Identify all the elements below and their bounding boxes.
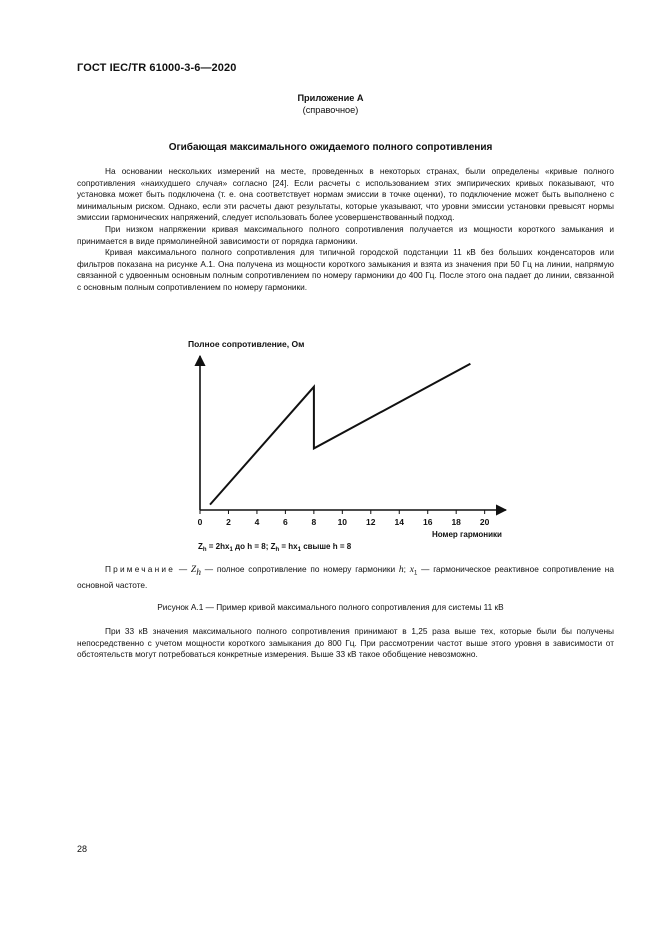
formula-sub-h1: h (202, 547, 207, 553)
note-sub-h: h (196, 567, 201, 578)
formula-sub-1a: 1 (229, 547, 233, 553)
x-tick-label: 6 (283, 517, 288, 527)
section-title: Огибающая максимального ожидаемого полного сопротивления (168, 142, 493, 153)
formula-eq2: = (279, 542, 289, 551)
page-number: 28 (77, 844, 88, 854)
formula-hx2: hx (288, 542, 298, 551)
annex-title: Приложение А (297, 93, 364, 103)
formula-sub-1b: 1 (297, 547, 301, 553)
formula-mid2: = 8; (252, 542, 271, 551)
x-tick-label: 10 (337, 517, 348, 527)
x-tick-label: 4 (254, 517, 260, 527)
x-tick-label: 18 (451, 517, 461, 527)
formula-z1: Z (198, 542, 203, 551)
x-tick-label: 16 (422, 517, 433, 527)
formula-eq1: = 2 (206, 542, 221, 551)
annex-heading (0, 92, 661, 116)
x-tick-label: 14 (394, 517, 404, 527)
formula-z2: Z (270, 542, 276, 551)
formula-h2: h (247, 542, 253, 551)
note-label: Примечание (105, 564, 176, 574)
x-tick-label: 0 (197, 517, 203, 527)
document-header: ГОСТ IEC/TR 61000-3-6—2020 (77, 62, 237, 74)
paragraph: Кривая максимального полного сопротивления для типичной городской подстанции 11 кВ без больших конденсаторов или фильтров показана на рисунке А.1. Она получена из мощности короткого замыкания и взята из значения при 50 Гц на линии, напрямую связанной с удвоенным основным полным сопротивлением по номеру гармоники до 400 Гц. После этого она падает до линии, связанной с основным полным сопротивлением по номеру гармоники. (77, 247, 614, 292)
formula-mid3: свыше (300, 542, 333, 551)
body-text-2 (77, 626, 614, 661)
impedance-formula (198, 542, 352, 553)
y-axis-label: Полное сопротивление, Ом (188, 339, 305, 349)
paragraph: При низком напряжении кривая максимального полного сопротивления получается из мощности короткого замыкания и принимается в виде прямолинейной зависимости от порядка гармоники. (77, 223, 614, 246)
impedance-curve (210, 364, 470, 505)
x-tick-label: 12 (366, 517, 376, 527)
x-tick-label: 20 (479, 517, 490, 527)
note-sep: ; (403, 564, 410, 574)
formula-end: = 8 (337, 542, 352, 551)
note-text2: — гармоническое реактивное сопротивление на основной частоте. (77, 564, 614, 591)
note-z: Z (190, 565, 197, 575)
x-ticks (198, 510, 490, 527)
figure-caption: Рисунок А.1 — Пример кривой максимального полного сопротивления для системы 11 кВ (157, 602, 504, 612)
impedance-chart (180, 332, 520, 554)
formula-h3: h (332, 542, 338, 551)
formula-hx1: hx (220, 542, 230, 551)
formula-sub-h2: h (275, 547, 280, 553)
paragraph: При 33 кВ значения максимального полного сопротивления принимают в 1,25 раза выше тех, которые были бы получены непосредственно с учетом мощности короткого замыкания до 800 Гц. При рассмотрении частот выше этого уровня в зависимости от обстоятельств могут потребоваться конкретные измерения. Выше 33 кВ такое обобщение невозможно. (77, 626, 614, 660)
paragraph: На основании нескольких измерений на месте, проведенных в некоторых странах, были определены «кривые полного сопротивления «наихудшего случая» согласно [24]. Если расчеты с использованием этих эмпирических кривых показывают, что установка может быть подключена (т. е. она соответствует нормам эмиссии в точке оценки), то подключение может быть выполнено с минимальным риском. Однако, если эти расчеты дают результаты, которые указывают, что уровни эмиссии установки превысят нормы эмиссии гармонических напряжений, следует использовать более усовершенствованный подход. (77, 166, 614, 223)
x-axis-label: Номер гармоники (432, 530, 502, 539)
x-tick-label: 2 (226, 517, 231, 527)
annex-subtitle: (справочное) (302, 105, 359, 115)
note-sub-1: 1 (413, 570, 418, 577)
note-x: x (409, 565, 414, 575)
formula-mid1: до (232, 542, 248, 551)
note-h: h (398, 565, 404, 575)
body-text (77, 166, 614, 294)
figure-note (77, 564, 614, 592)
note-dash: — (175, 564, 191, 574)
x-tick-label: 8 (311, 517, 317, 527)
note-text1: — полное сопротивление по номеру гармоники (200, 564, 399, 574)
